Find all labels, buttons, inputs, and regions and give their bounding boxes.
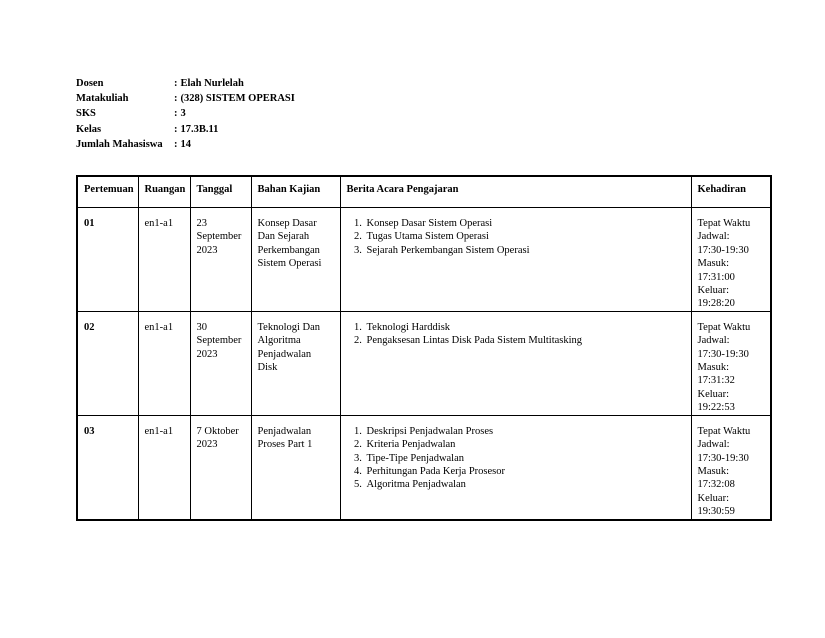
bahan-kajian-cell: Penjadwalan Proses Part 1: [251, 415, 340, 519]
kehadiran-status: Tepat Waktu: [697, 321, 751, 333]
masuk-label: Masuk:: [697, 258, 729, 270]
matakuliah-value: (328) SISTEM OPERASI: [180, 93, 295, 105]
jumlah-mahasiswa-separator: :: [174, 138, 178, 150]
kelas-separator: :: [174, 123, 178, 135]
kehadiran-status: Tepat Waktu: [697, 218, 751, 229]
jadwal-value: 17:30-19:30: [697, 348, 749, 360]
sks-label: SKS: [76, 108, 96, 120]
table-row: [77, 208, 771, 312]
matakuliah-label: Matakuliah: [76, 93, 129, 105]
topic-item: 1. Deskripsi Penjadwalan Proses: [365, 425, 685, 438]
topic-item: 4. Perhitungan Pada Kerja Prosesor: [365, 465, 685, 478]
berita-acara-cell: [340, 311, 691, 415]
kehadiran-status: Tepat Waktu: [697, 425, 751, 437]
kehadiran-cell: [691, 311, 771, 415]
ruangan-cell: en1-a1: [138, 311, 190, 415]
jadwal-value: 17:30-19:30: [697, 244, 749, 256]
jadwal-label: Jadwal:: [697, 335, 730, 347]
bahan-kajian-cell: Teknologi Dan Algoritma Penjadwalan Disk: [251, 311, 340, 415]
sks-value: 3: [180, 108, 186, 120]
keluar-value: 19:30:59: [697, 506, 735, 518]
berita-acara-table: [76, 175, 772, 521]
pertemuan-cell: 03: [77, 415, 138, 519]
keluar-label: Keluar:: [697, 388, 729, 400]
keluar-value: 19:28:20: [697, 298, 735, 310]
header-kehadiran: Kehadiran: [691, 176, 771, 208]
jadwal-label: Jadwal:: [697, 231, 730, 243]
berita-acara-cell: [340, 208, 691, 312]
pertemuan-cell: 01: [77, 208, 138, 312]
topic-list: [347, 425, 685, 492]
sks-row: [76, 106, 295, 121]
matakuliah-separator: :: [174, 93, 178, 105]
topic-item: 2. Pengaksesan Lintas Disk Pada Sistem Multitasking: [365, 334, 685, 347]
header-pertemuan: Pertemuan: [77, 176, 138, 208]
topic-item: 5. Algoritma Penjadwalan: [365, 478, 685, 491]
berita-acara-cell: [340, 415, 691, 519]
kehadiran-cell: [691, 208, 771, 312]
kelas-label: Kelas: [76, 123, 102, 135]
header-ruangan: Ruangan: [138, 176, 190, 208]
keluar-label: Keluar:: [697, 285, 729, 297]
course-info: [76, 76, 295, 152]
bahan-kajian-cell: Konsep Dasar Dan Sejarah Perkembangan Sistem Operasi: [251, 208, 340, 312]
dosen-row: [76, 76, 295, 91]
topic-list: [347, 321, 685, 348]
jumlah-mahasiswa-label: Jumlah Mahasiswa: [76, 138, 163, 150]
dosen-label: Dosen: [76, 78, 104, 89]
masuk-value: 17:32:08: [697, 479, 735, 491]
masuk-label: Masuk:: [697, 362, 729, 374]
pertemuan-cell: 02: [77, 311, 138, 415]
topic-item: 2. Kriteria Penjadwalan: [365, 438, 685, 451]
header-tanggal: Tanggal: [190, 176, 251, 208]
ruangan-cell: en1-a1: [138, 415, 190, 519]
tanggal-cell: 23 September 2023: [190, 208, 251, 312]
sks-separator: :: [174, 108, 178, 120]
masuk-label: Masuk:: [697, 465, 729, 477]
kelas-value: 17.3B.11: [180, 123, 219, 135]
jadwal-value: 17:30-19:30: [697, 452, 749, 464]
kelas-row: [76, 122, 295, 137]
topic-item: 3. Sejarah Perkembangan Sistem Operasi: [365, 244, 685, 257]
dosen-value: Elah Nurlelah: [180, 78, 244, 89]
ruangan-cell: en1-a1: [138, 208, 190, 312]
matakuliah-row: [76, 91, 295, 106]
topic-item: 3. Tipe-Tipe Penjadwalan: [365, 452, 685, 465]
keluar-label: Keluar:: [697, 492, 729, 504]
topic-item: 1. Konsep Dasar Sistem Operasi: [365, 217, 685, 230]
table-row: [77, 311, 771, 415]
tanggal-cell: 30 September 2023: [190, 311, 251, 415]
masuk-value: 17:31:00: [697, 271, 735, 283]
dosen-separator: :: [174, 78, 178, 89]
tanggal-cell: 7 Oktober 2023: [190, 415, 251, 519]
topic-list: [347, 217, 685, 257]
topic-item: 1. Teknologi Harddisk: [365, 321, 685, 334]
masuk-value: 17:31:32: [697, 375, 735, 387]
table-row: [77, 415, 771, 519]
keluar-value: 19:22:53: [697, 402, 735, 414]
header-berita-acara: Berita Acara Pengajaran: [340, 176, 691, 208]
table-header-row: [77, 176, 771, 208]
jadwal-label: Jadwal:: [697, 439, 730, 451]
jumlah-mahasiswa-row: [76, 137, 295, 152]
header-bahan-kajian: Bahan Kajian: [251, 176, 340, 208]
jumlah-mahasiswa-value: 14: [180, 138, 191, 150]
topic-item: 2. Tugas Utama Sistem Operasi: [365, 230, 685, 243]
kehadiran-cell: [691, 415, 771, 519]
